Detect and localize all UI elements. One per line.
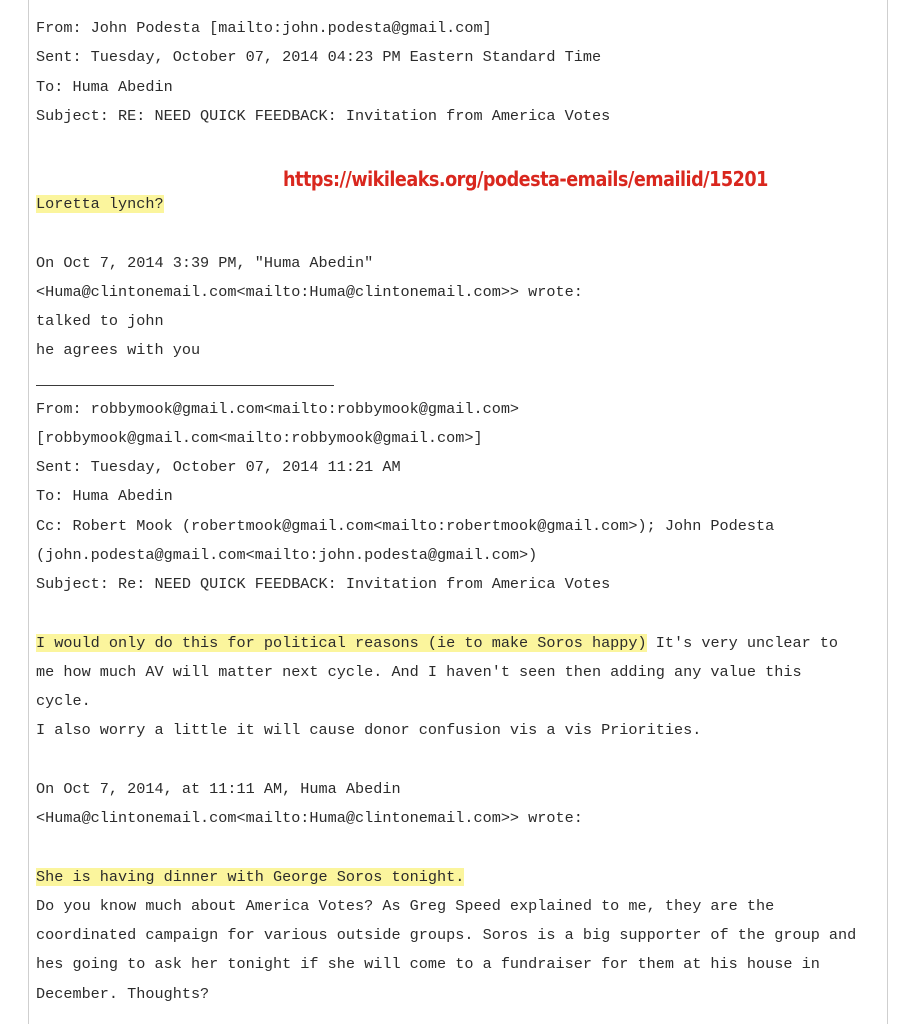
huma-body-line: hes going to ask her tonight if she will come to a fundraiser for them at his house in [36, 955, 820, 973]
quote-attribution-email: <Huma@clintonemail.com<mailto:Huma@clintonemail.com>> wrote: [36, 809, 583, 827]
mook-header-cc-cont: (john.podesta@gmail.com<mailto:john.podesta@gmail.com>) [36, 546, 538, 564]
huma-body-line: coordinated campaign for various outside groups. Soros is a big supporter of the group and [36, 926, 857, 944]
quote-body-line: talked to john [36, 312, 164, 330]
header-subject: Subject: RE: NEED QUICK FEEDBACK: Invitation from America Votes [36, 107, 611, 125]
quote-body-line: he agrees with you [36, 341, 201, 359]
mook-body-line: me how much AV will matter next cycle. And I haven't seen then adding any value this [36, 663, 802, 681]
reply-body [36, 195, 164, 213]
mook-body-line: I also worry a little it will cause donor confusion vis a vis Priorities. [36, 721, 702, 739]
source-url-annotation: https://wikileaks.org/podesta-emails/emailid/15201 [283, 167, 768, 191]
header-sent: Sent: Tuesday, October 07, 2014 04:23 PM Eastern Standard Time [36, 48, 602, 66]
quote-attribution-line: On Oct 7, 2014, at 11:11 AM, Huma Abedin [36, 780, 401, 798]
mook-header-subject: Subject: Re: NEED QUICK FEEDBACK: Invitation from America Votes [36, 575, 611, 593]
highlighted-text: She is having dinner with George Soros tonight. [36, 868, 465, 886]
body-text: It's very unclear to [646, 634, 839, 652]
header-to: To: Huma Abedin [36, 78, 173, 96]
mook-body-line: cycle. [36, 692, 91, 710]
highlighted-text: Loretta lynch? [36, 195, 164, 213]
huma-body-line: Do you know much about America Votes? As Greg Speed explained to me, they are the [36, 897, 775, 915]
mook-header-to: To: Huma Abedin [36, 487, 173, 505]
quote-attribution-email: <Huma@clintonemail.com<mailto:Huma@clintonemail.com>> wrote: [36, 283, 583, 301]
header-from: From: John Podesta [mailto:john.podesta@gmail.com] [36, 19, 492, 37]
separator-rule [36, 385, 334, 386]
huma-body-line: December. Thoughts? [36, 985, 210, 1003]
mook-header-sent: Sent: Tuesday, October 07, 2014 11:21 AM [36, 458, 401, 476]
mook-header-from-cont: [robbymook@gmail.com<mailto:robbymook@gmail.com>] [36, 429, 483, 447]
highlighted-text: I would only do this for political reasons (ie to make Soros happy) [36, 634, 647, 652]
huma-body-line [36, 868, 464, 886]
mook-header-from: From: robbymook@gmail.com<mailto:robbymook@gmail.com> [36, 400, 520, 418]
mook-header-cc: Cc: Robert Mook (robertmook@gmail.com<mailto:robertmook@gmail.com>); John Podesta [36, 517, 775, 535]
mook-body-line [36, 634, 838, 652]
quote-attribution-line: On Oct 7, 2014 3:39 PM, "Huma Abedin" [36, 254, 374, 272]
